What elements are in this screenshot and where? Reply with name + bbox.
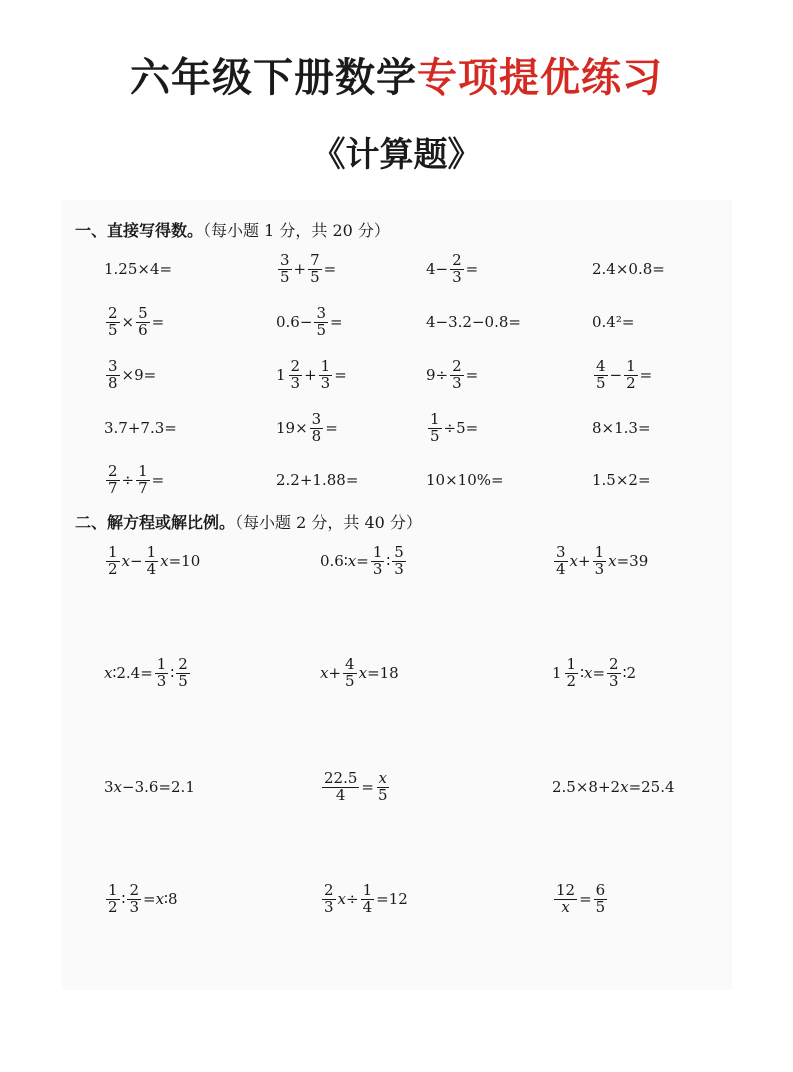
math-text: ∶ xyxy=(386,552,391,570)
numerator: 1 xyxy=(156,654,167,673)
numerator: 2 xyxy=(129,880,139,899)
denominator: x xyxy=(561,897,570,916)
title-black: 六年级下册数学 xyxy=(130,55,417,101)
numerator: 1 xyxy=(138,461,148,480)
denominator: 4 xyxy=(146,559,157,578)
problem-5 xyxy=(104,300,164,344)
math-text: 3 xyxy=(104,778,114,796)
fraction xyxy=(594,356,608,392)
variable: x xyxy=(347,552,357,570)
denominator: 3 xyxy=(394,559,404,578)
fraction xyxy=(106,880,120,916)
denominator: 2 xyxy=(108,897,118,916)
numerator: 1 xyxy=(146,542,157,561)
math-text: =10 xyxy=(168,552,201,570)
fraction xyxy=(319,356,333,392)
math-text: =39 xyxy=(616,552,649,570)
math-text: = xyxy=(465,366,479,384)
math-text: + xyxy=(328,664,342,682)
problem-10 xyxy=(276,353,347,397)
equation-11 xyxy=(320,877,408,921)
math-text: ÷5= xyxy=(443,419,479,437)
denominator: 2 xyxy=(108,559,118,578)
problem-7 xyxy=(426,300,521,344)
denominator: 2 xyxy=(626,373,636,392)
math-text: 4− xyxy=(426,260,449,278)
math-text: ÷ xyxy=(121,471,135,489)
problem-20 xyxy=(592,458,651,502)
denominator: 4 xyxy=(556,559,566,578)
problem-6 xyxy=(276,300,343,344)
problem-17 xyxy=(104,458,164,502)
denominator: 5 xyxy=(310,267,320,286)
math-text: 9÷ xyxy=(426,366,449,384)
numerator: 1 xyxy=(430,409,440,428)
fraction xyxy=(450,250,464,286)
denominator: 5 xyxy=(108,320,118,339)
denominator: 5 xyxy=(595,897,606,916)
equation-10 xyxy=(104,877,178,921)
math-text: + xyxy=(578,552,591,570)
variable: x xyxy=(608,552,617,570)
math-text: × xyxy=(121,313,135,331)
problem-9 xyxy=(104,353,156,397)
numerator: 1 xyxy=(594,542,605,561)
section-1-heading: 一、直接写得数。（每小题 1 分，共 20 分） xyxy=(75,221,390,240)
variable: x xyxy=(113,778,123,796)
numerator: 3 xyxy=(556,542,566,561)
variable: x xyxy=(569,552,579,570)
math-text: − xyxy=(130,552,143,570)
denominator: 5 xyxy=(377,785,388,804)
fraction xyxy=(289,356,303,392)
section-2-heading: 二、解方程或解比例。（每小题 2 分，共 40 分） xyxy=(75,513,422,532)
fraction xyxy=(278,250,292,286)
fraction xyxy=(428,409,442,445)
math-text: ÷ xyxy=(346,890,359,908)
numerator: 2 xyxy=(324,880,334,899)
denominator: 8 xyxy=(108,373,118,392)
math-text: 4−3.2−0.8= xyxy=(426,313,521,331)
math-text: = xyxy=(325,419,338,437)
fraction xyxy=(106,356,120,392)
fraction xyxy=(554,880,577,916)
problem-11 xyxy=(426,353,478,397)
fraction xyxy=(136,303,150,339)
denominator: 3 xyxy=(372,559,383,578)
math-text: ∶ xyxy=(170,664,175,682)
page-title xyxy=(0,50,793,106)
math-text: = xyxy=(639,366,653,384)
numerator: 2 xyxy=(108,303,118,322)
equation-6 xyxy=(552,651,636,695)
denominator: 3 xyxy=(452,373,462,392)
variable: x xyxy=(155,890,165,908)
fraction xyxy=(314,303,328,339)
denominator: 3 xyxy=(320,373,331,392)
denominator: 8 xyxy=(311,426,322,445)
equation-2 xyxy=(320,539,408,583)
numerator: 22.5 xyxy=(324,768,358,787)
denominator: 7 xyxy=(138,478,148,497)
page-subtitle: 《计算题》 xyxy=(311,135,482,175)
fraction xyxy=(127,880,141,916)
math-text: − xyxy=(609,366,623,384)
variable: x xyxy=(121,552,131,570)
problem-3 xyxy=(426,247,478,291)
denominator: 3 xyxy=(129,897,139,916)
numerator: 2 xyxy=(452,356,462,375)
math-text: = xyxy=(579,890,592,908)
denominator: 4 xyxy=(335,785,346,804)
denominator: 2 xyxy=(566,671,577,690)
denominator: 3 xyxy=(452,267,462,286)
denominator: 3 xyxy=(290,373,301,392)
math-text: = xyxy=(356,552,369,570)
variable: x xyxy=(160,552,169,570)
variable: x xyxy=(358,664,368,682)
math-text: = xyxy=(143,890,156,908)
problem-4 xyxy=(592,247,665,291)
problem-19 xyxy=(426,458,504,502)
math-text: = xyxy=(334,366,347,384)
equation-4 xyxy=(104,651,192,695)
numerator: 6 xyxy=(595,880,606,899)
math-text: ×9= xyxy=(121,366,157,384)
math-text: = xyxy=(361,778,374,796)
equation-3 xyxy=(552,539,648,583)
fraction xyxy=(308,250,322,286)
math-text: ∶2 xyxy=(622,664,637,682)
numerator: 2 xyxy=(108,461,118,480)
denominator: 3 xyxy=(324,897,334,916)
math-text: =18 xyxy=(367,664,399,682)
denominator: 5 xyxy=(280,267,290,286)
math-text: 19× xyxy=(276,419,308,437)
math-text: 1.5×2= xyxy=(592,471,651,489)
fraction xyxy=(106,542,120,578)
numerator: 1 xyxy=(362,880,373,899)
numerator: 3 xyxy=(311,409,322,428)
math-text: ∶8 xyxy=(164,890,178,908)
math-text: ∶ xyxy=(121,890,126,908)
problem-14 xyxy=(276,406,338,450)
math-text: 0.4²= xyxy=(592,313,635,331)
variable: x xyxy=(320,664,329,682)
numerator: 4 xyxy=(345,654,355,673)
math-text: −3.6=2.1 xyxy=(122,778,195,796)
variable: x xyxy=(337,890,347,908)
problem-16 xyxy=(592,406,651,450)
denominator: 4 xyxy=(362,897,373,916)
numerator: 3 xyxy=(280,250,290,269)
fraction xyxy=(371,542,385,578)
fraction xyxy=(310,409,324,445)
math-text: + xyxy=(293,260,307,278)
equation-7 xyxy=(104,765,195,809)
math-text: 0.6− xyxy=(276,313,313,331)
math-text: 0.6∶ xyxy=(320,552,348,570)
math-text: =25.4 xyxy=(628,778,675,796)
denominator: 3 xyxy=(156,671,167,690)
fraction xyxy=(145,542,159,578)
numerator: 4 xyxy=(596,356,606,375)
numerator: 3 xyxy=(108,356,118,375)
whole-number: 1 xyxy=(552,664,562,682)
fraction xyxy=(322,880,336,916)
numerator: 1 xyxy=(108,542,118,561)
numerator: 2 xyxy=(452,250,462,269)
denominator: 3 xyxy=(594,559,605,578)
fraction xyxy=(450,356,464,392)
denominator: 5 xyxy=(345,671,355,690)
math-text: = xyxy=(323,260,337,278)
math-text: 2.5×8+2 xyxy=(552,778,621,796)
fraction xyxy=(136,461,150,497)
problem-1 xyxy=(104,247,172,291)
numerator: 5 xyxy=(394,542,404,561)
numerator: 3 xyxy=(316,303,326,322)
fraction xyxy=(106,461,120,497)
equation-5 xyxy=(320,651,399,695)
math-text: = xyxy=(592,664,606,682)
fraction xyxy=(106,303,120,339)
numerator: 1 xyxy=(626,356,636,375)
fraction xyxy=(593,542,607,578)
fraction xyxy=(594,880,608,916)
math-text: 1.25×4= xyxy=(104,260,173,278)
denominator: 5 xyxy=(596,373,606,392)
fraction xyxy=(624,356,638,392)
denominator: 7 xyxy=(108,478,118,497)
numerator: 2 xyxy=(178,654,188,673)
numerator: 1 xyxy=(108,880,118,899)
math-text: = xyxy=(151,313,165,331)
math-text: = xyxy=(151,471,165,489)
numerator: 2 xyxy=(290,356,301,375)
problem-15 xyxy=(426,406,478,450)
denominator: 5 xyxy=(178,671,188,690)
problem-18 xyxy=(276,458,358,502)
variable: x xyxy=(620,778,629,796)
equation-1 xyxy=(104,539,200,583)
numerator: 1 xyxy=(320,356,331,375)
denominator: 5 xyxy=(430,426,440,445)
numerator: 2 xyxy=(609,654,619,673)
equation-8 xyxy=(320,765,392,809)
fraction xyxy=(392,542,406,578)
fraction xyxy=(176,654,190,690)
denominator: 3 xyxy=(609,671,619,690)
math-text: ∶2.4= xyxy=(112,664,153,682)
numerator: 1 xyxy=(372,542,383,561)
math-text: = xyxy=(465,260,479,278)
math-text: =12 xyxy=(376,890,408,908)
fraction xyxy=(322,768,359,804)
fraction xyxy=(376,768,390,804)
math-text: 2.2+1.88= xyxy=(276,471,359,489)
math-text: 8×1.3= xyxy=(592,419,651,437)
problem-2 xyxy=(276,247,336,291)
numerator: 7 xyxy=(310,250,320,269)
numerator: x xyxy=(378,768,387,787)
math-text: 10×10%= xyxy=(426,471,504,489)
whole-number: 1 xyxy=(276,366,286,384)
equation-9 xyxy=(552,765,675,809)
title-red: 专项提优练习 xyxy=(417,55,663,101)
problem-12 xyxy=(592,353,652,397)
fraction xyxy=(155,654,169,690)
math-text: 3.7+7.3= xyxy=(104,419,177,437)
math-text: = xyxy=(329,313,343,331)
numerator: 5 xyxy=(138,303,148,322)
fraction xyxy=(361,880,375,916)
denominator: 5 xyxy=(316,320,326,339)
numerator: 12 xyxy=(556,880,576,899)
problem-13 xyxy=(104,406,177,450)
variable: x xyxy=(104,664,113,682)
math-text: 2.4×0.8= xyxy=(592,260,665,278)
fraction xyxy=(343,654,357,690)
equation-12 xyxy=(552,877,609,921)
fraction xyxy=(607,654,621,690)
problem-8 xyxy=(592,300,634,344)
fraction xyxy=(565,654,579,690)
variable: x xyxy=(584,664,593,682)
numerator: 1 xyxy=(566,654,577,673)
math-text: + xyxy=(304,366,317,384)
denominator: 6 xyxy=(138,320,148,339)
fraction xyxy=(554,542,568,578)
math-text: ∶ xyxy=(580,664,584,682)
